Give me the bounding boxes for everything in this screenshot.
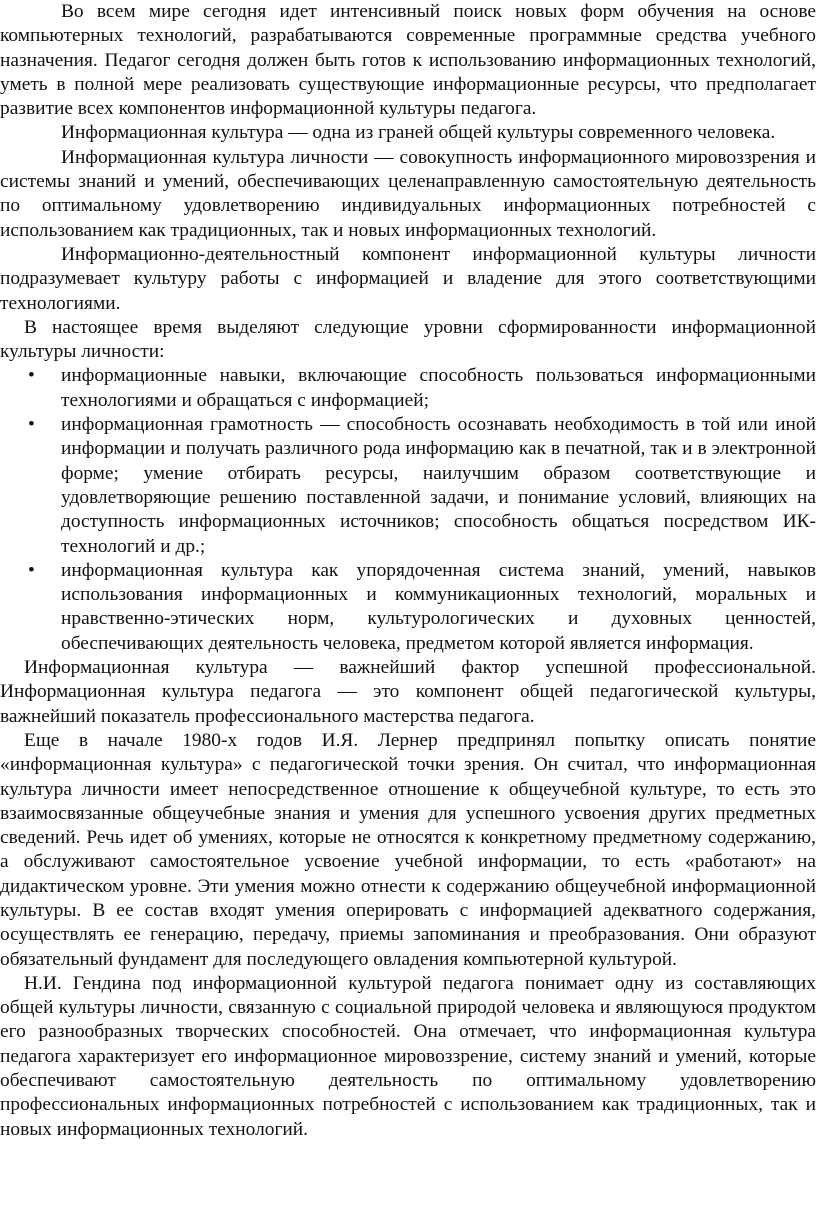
list-intro: В настоящее время выделяют следующие уровни сформированности информационной культуры личности: (0, 316, 816, 363)
paragraph-intro: Во всем мире сегодня идет интенсивный поиск новых форм обучения на основе компьютерных технологий, разрабатываются современные программные средства учебного назначения. Педагог сегодня должен быть готов к использованию информационных технологий, уметь в полной мере реализовать существующие информационные ресурсы, что предполагает развитие всех компонентов информационной культуры педагога. (0, 1, 816, 120)
bullet-icon: • (28, 365, 35, 387)
list-item-text: информационная грамотность — способность осознавать необходимость в той или иной информации и получать различного рода информацию как в печатной, так и в электронной форме; умение отбирать ресурсы, наилучшим образом соответствующие и удовлетворяющие решению поставленной задачи, и понимание условий, влияющих на доступность информационных источников; способность общаться посредством ИК-технологий и др.; (61, 414, 816, 557)
list-item-text: информационная культура как упорядоченная система знаний, умений, навыков использования информационных и коммуникационных технологий, моральных и нравственно-этических норм, культурологических и духовных ценностей, обеспечивающих деятельность человека, предметом которой является информация. (61, 559, 816, 654)
bullet-icon: • (28, 559, 35, 581)
paragraph-lerner: Еще в начале 1980-х годов И.Я. Лернер предпринял попытку описать понятие «информационная культура» с педагогической точки зрения. Он считал, что информационная культура личности имеет непосредственное отношение к общеучебной культуре, то есть это взаимосвязанные общеучебные знания и умения для успешного усвоения других предметных сведений. Речь идет об умениях, которые не относятся к конкретному предметному содержанию, а обслуживают самостоятельное усвоение учебной информации, то есть «работают» на дидактическом уровне. Эти умения можно отнести к содержанию общеучебной информационной культуры. В ее состав входят умения оперировать с информацией адекватного содержания, осуществлять ее генерацию, передачу, приемы запоминания и преобразования. Они образуют обязательный фундамент для последующего овладения компьютерной культурой. (0, 729, 816, 970)
list-item-text: информационные навыки, включающие способность пользоваться информационными технологиями и обращаться с информацией; (61, 365, 816, 411)
paragraph-gendina: Н.И. Гендина под информационной культурой педагога понимает одну из составляющих общей культуры личности, связанную с социальной природой человека и являющуюся продуктом его разнообразных творческих способностей. Она отмечает, что информационная культура педагога характеризует его информационное мировоззрение, систему знаний и умений, которые обеспечивают самостоятельную деятельность по оптимальному удовлетворению профессиональных информационных потребностей с использованием как традиционных, так и новых информационных технологий. (0, 972, 816, 1140)
paragraph-activity-component: Информационно-деятельностный компонент информационной культуры личности подразумевает культуру работы с информацией и владение для этого соответствующими технологиями. (0, 243, 816, 314)
list-item (0, 559, 816, 656)
list-item (0, 413, 816, 559)
paragraph-definition-personal: Информационная культура личности — совокупность информационного мировоззрения и системы знаний и умений, обеспечивающих целенаправленную самостоятельную деятельность по оптимальному удовлетворению индивидуальных информационных потребностей с использованием как традиционных, так и новых информационных технологий. (0, 146, 816, 241)
paragraph-importance: Информационная культура — важнейший фактор успешной профессиональной. Информационная культура педагога — это компонент общей педагогической культуры, важнейший показатель профессионального мастерства педагога. (0, 657, 816, 727)
bullet-icon: • (28, 414, 35, 436)
list-item (0, 364, 816, 413)
paragraph-definition-general: Информационная культура — одна из граней общей культуры современного человека. (61, 122, 776, 144)
levels-list (0, 364, 816, 656)
